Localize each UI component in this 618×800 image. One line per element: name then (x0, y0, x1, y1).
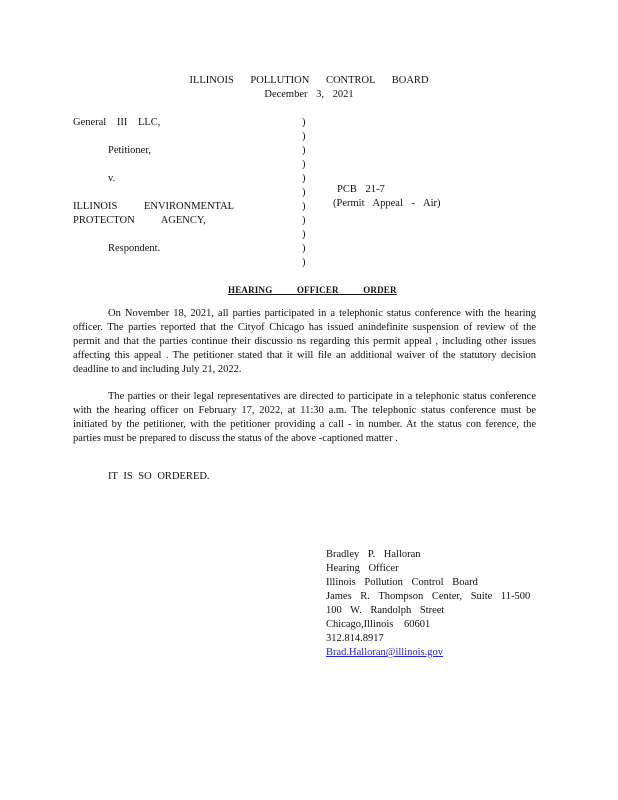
petitioner-name: General III LLC, (73, 117, 161, 128)
case-type: (Permit Appeal - Air) (333, 198, 441, 209)
caption-paren: ) (302, 173, 306, 184)
signer-organization: Illinois Pollution Control Board (326, 577, 478, 588)
petitioner-role: Petitioner, (108, 145, 152, 156)
caption-paren: ) (302, 201, 306, 212)
signer-city: Chicago,Illinois 60601 (326, 619, 431, 630)
signer-title: Hearing Officer (326, 563, 399, 574)
signer-name: Bradley P. Halloran (326, 549, 421, 560)
caption-paren: ) (302, 117, 306, 128)
caption-paren: ) (302, 145, 306, 156)
caption-paren: ) (302, 131, 306, 142)
order-date: December 3, 2021 (264, 89, 354, 100)
caption-spacer (73, 130, 234, 144)
case-number: PCB 21-7 (337, 184, 385, 195)
closing-statement: IT IS SO ORDERED. (108, 471, 210, 482)
respondent-name-line1: ILLINOIS ENVIRONMENTAL (73, 201, 235, 212)
versus: v. (108, 173, 116, 184)
caption-spacer (73, 158, 234, 172)
caption-parentheses (302, 116, 306, 270)
caption-paren: ) (302, 215, 306, 226)
order-paragraph-2: The parties or their legal representatives are directed to participate in a telephonic status conference with the hearing officer on February 17, 2022, at 11:30 a.m. The telephonic status conference must be initiated by the petitioner, with the petitioner providing a call - in number. At the status con ference, the parties must be prepared to discuss the status of the above -captioned matter . (73, 391, 536, 444)
caption-paren: ) (302, 229, 306, 240)
signer-address-1: James R. Thompson Center, Suite 11-500 (326, 591, 531, 602)
order-title: HEARING OFFICER ORDER (228, 285, 397, 295)
case-caption-parties (73, 116, 234, 256)
signer-phone: 312.814.8917 (326, 633, 384, 644)
signer-address-2: 100 W. Randolph Street (326, 605, 445, 616)
document-header (0, 74, 618, 102)
respondent-role: Respondent. (108, 243, 161, 254)
order-paragraph-1: On November 18, 2021, all parties participated in a telephonic status conference with the hearing officer. The parties reported that the Cityof Chicago has issued anindefinite suspension of review of the permit and that the parties continue their discussio ns regarding this permit appeal , including other issues affecting this appeal . The petitioner stated that it will file an additional waiver of the statutory decision deadline to and including July 21, 2022. (73, 308, 536, 375)
signature-block (326, 548, 530, 660)
caption-spacer (73, 186, 234, 200)
caption-paren: ) (302, 159, 306, 170)
caption-paren: ) (302, 243, 306, 254)
caption-spacer (73, 228, 234, 242)
respondent-name-line2: PROTECTON AGENCY, (73, 215, 206, 226)
caption-paren: ) (302, 187, 306, 198)
caption-paren: ) (302, 257, 306, 268)
case-info (333, 183, 441, 211)
board-name: ILLINOIS POLLUTION CONTROL BOARD (189, 75, 429, 86)
signer-email-link[interactable]: Brad.Halloran@illinois.gov (326, 647, 443, 658)
